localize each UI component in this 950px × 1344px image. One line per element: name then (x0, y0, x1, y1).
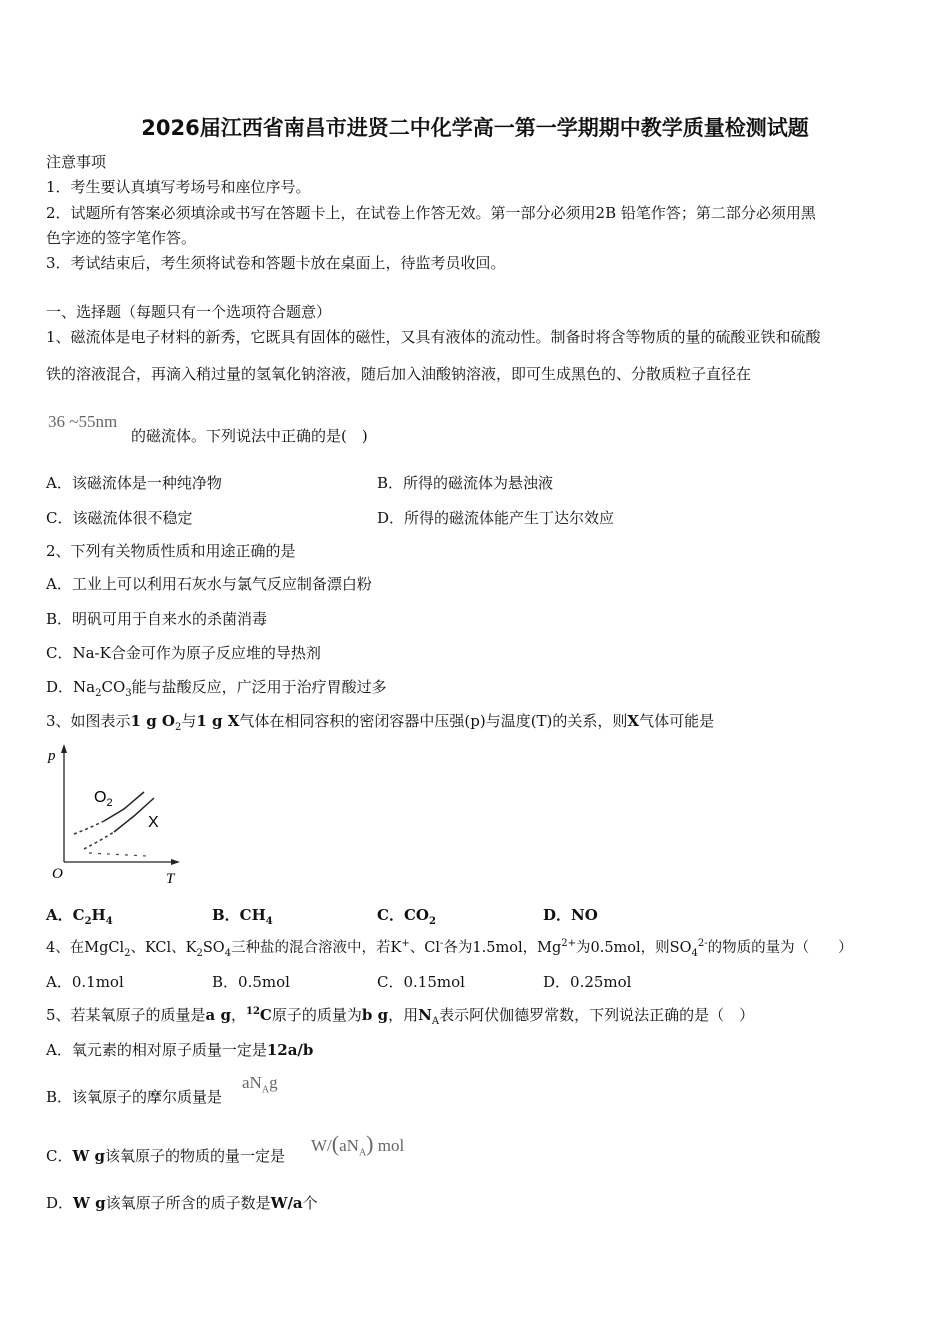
q5-option-a: A．氧元素的相对原子质量一定是12a/b (46, 1041, 314, 1059)
q1-option-d: D．所得的磁流体能产生丁达尔效应 (377, 509, 615, 527)
q3-stem-sub: 2 (174, 722, 182, 733)
q4-option-a: A．0.1mol (46, 973, 124, 991)
q3-o2-extrapolation (74, 821, 104, 834)
q3-stem (46, 711, 714, 731)
q3-x-axis-arrow (171, 859, 180, 865)
q2-d-sub1: 2 (95, 688, 102, 699)
q3-stem-g: 气体可能是 (639, 712, 715, 730)
notice-item-3: 3．考试结束后，考生须将试卷和答题卡放在桌面上，待监考员收回。 (46, 254, 506, 272)
q2-stem: 2、下列有关物质性质和用途正确的是 (46, 542, 296, 560)
q2-d-mid: CO (101, 678, 126, 696)
q1-stem-line3: 的磁流体。下列说法中正确的是( ) (131, 427, 368, 445)
q3-y-label: p (48, 748, 56, 764)
q2-option-d (46, 677, 387, 697)
notice-heading: 注意事项 (46, 153, 107, 171)
q5-stem: 5、若某氧原子的质量是a g，$^{12}$C原子的质量为b g，用$N_A$表示阿伏伽德罗常数，下列说法正确的是（ ） (46, 1006, 755, 1027)
q3-option-d: D．NO (543, 906, 598, 924)
notice-item-2: 2．试题所有答案必须填涂或书写在答题卡上，在试卷上作答无效。第一部分必须用2B 铅笔作答；第二部分必须用黑 (46, 204, 816, 222)
q4-option-d: D．0.25mol (543, 973, 632, 991)
q3-x-extrapolation (84, 832, 114, 849)
q2-option-a: A．工业上可以利用石灰水与氯气反应制备漂白粉 (46, 575, 372, 593)
q5-option-b: B．该氧原子的摩尔质量是 (46, 1088, 223, 1106)
q4-option-b: B．0.5mol (212, 973, 290, 991)
q1-option-a: A．该磁流体是一种纯净物 (46, 474, 222, 492)
q3-zero-dash (89, 853, 147, 856)
q3-option-a: A．$C_2H_4$ (46, 906, 113, 927)
q1-range-formula: 36 ~55nm (48, 412, 118, 431)
q3-origin-label: O (52, 866, 63, 882)
q4-option-c: C．0.15mol (377, 973, 465, 991)
q3-stem-c: 与 (181, 712, 197, 730)
q3-option-c: C．$CO_2$ (377, 906, 436, 927)
q3-option-b: B．$CH_4$ (212, 906, 273, 927)
q1-option-b: B．所得的磁流体为悬浊液 (377, 474, 554, 492)
q3-y-axis-arrow (61, 744, 67, 753)
q2-d-rest: 能与盐酸反应，广泛用于治疗胃酸过多 (131, 678, 387, 696)
q1-stem-line1: 1、磁流体是电子材料的新秀，它既具有固体的磁性，又具有液体的流动性。制备时将含等物质的量的硫酸亚铁和硫酸 (46, 328, 821, 346)
q3-o2-label: $O_2$ (94, 789, 113, 809)
section-heading: 一、选择题（每题只有一个选项符合题意） (46, 303, 332, 321)
q3-stem-d: 1 g X (196, 712, 240, 730)
q2-option-b: B．明矾可用于自来水的杀菌消毒 (46, 610, 268, 628)
q2-d-prefix: D．Na (46, 678, 96, 696)
q5-option-c: C．W g该氧原子的物质的量一定是 (46, 1147, 286, 1165)
notice-item-2-cont: 色字迹的签字笔作答。 (46, 229, 197, 247)
q3-x-label-curve: X (148, 814, 159, 831)
page-title: 2026届江西省南昌市进贤二中化学高一第一学期期中教学质量检测试题 (141, 116, 809, 140)
notice-item-1: 1．考生要认真填写考场号和座位序号。 (46, 178, 311, 196)
q3-stem-f: X (627, 712, 640, 730)
q3-x-label: T (166, 871, 175, 887)
q3-stem-e: 气体在相同容积的密闭容器中压强(p)与温度(T)的关系，则 (239, 712, 628, 730)
q3-stem-b: 1 g O (130, 712, 175, 730)
q3-stem-a: 3、如图表示 (46, 712, 131, 730)
q4-stem: 4、在MgCl$_2$、KCl、$K_2SO_4$三种盐的混合溶液中，若K+、Cl-各为1.5mol，$Mg^{2+}$为0.5mol，则$SO_4^{2-}$的物质的量为（ ） (46, 938, 853, 959)
q3-pressure-temperature-graph (44, 742, 186, 887)
q5-option-d: D．W g该氧原子所含的质子数是W/a个 (46, 1194, 318, 1212)
q1-option-c: C．该磁流体很不稳定 (46, 509, 193, 527)
q5-option-c-formula: $W/(aN_A)$ mol (311, 1131, 405, 1159)
q2-d-sub2: 3 (125, 688, 132, 699)
q1-stem-line2: 铁的溶液混合，再滴入稍过量的氢氧化钠溶液，随后加入油酸钠溶液，即可生成黑色的、分散质粒子直径在 (46, 365, 752, 383)
q2-option-c: C．Na-K合金可作为原子反应堆的导热剂 (46, 644, 321, 662)
q5-option-b-formula: $aN_Ag$ (242, 1073, 278, 1096)
